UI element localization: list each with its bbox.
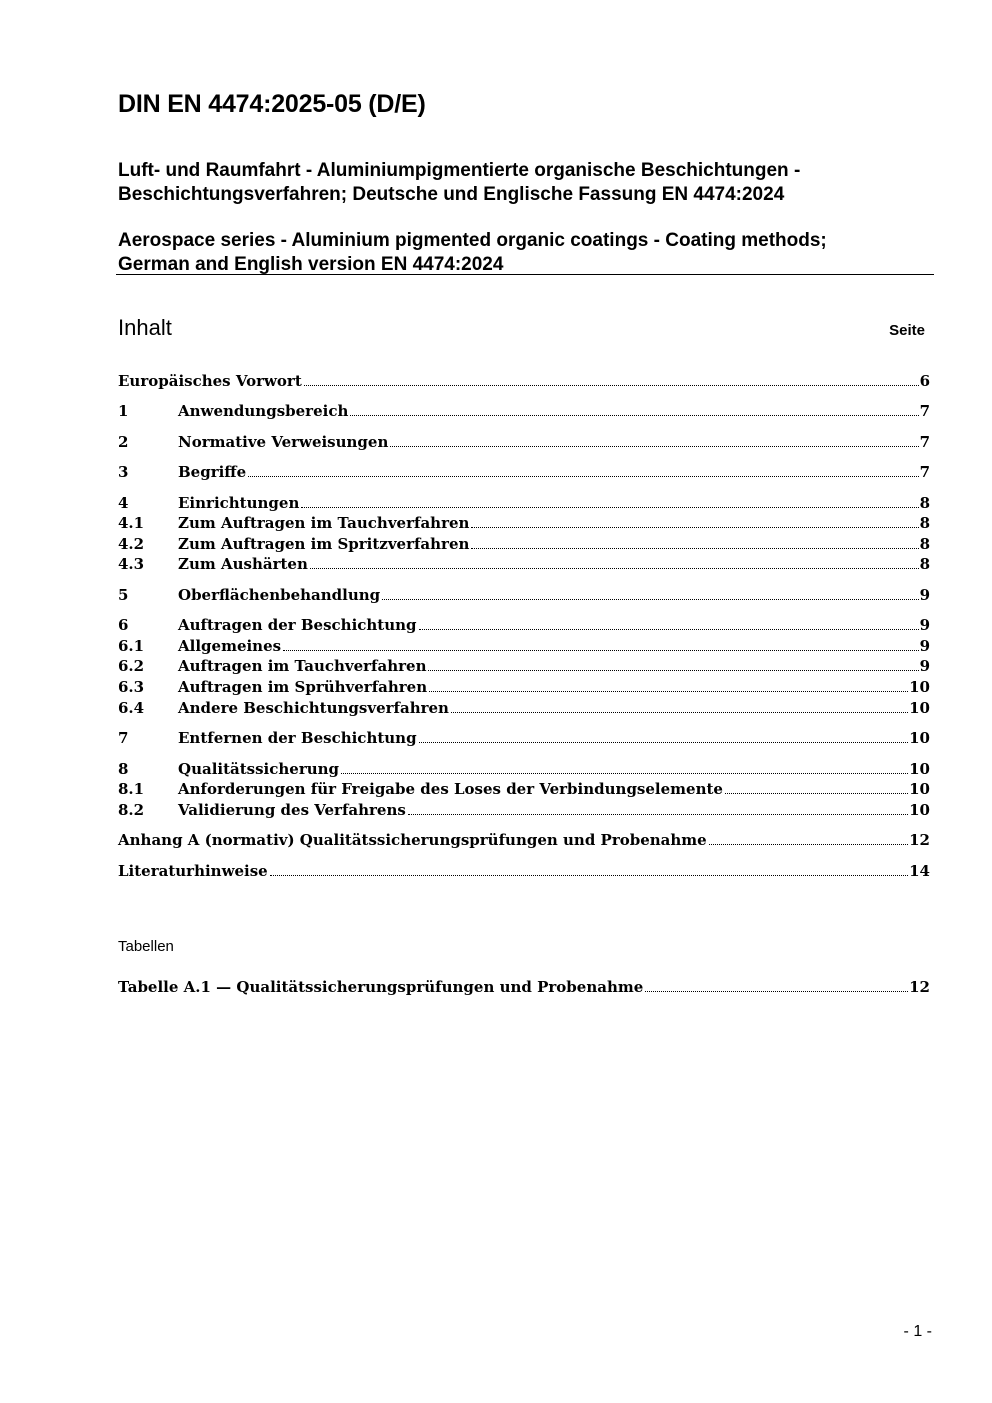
toc-entry[interactable] [118,401,930,421]
toc-entry[interactable] [118,800,930,820]
toc-entry-number: 6.2 [118,657,145,675]
tables-heading: Tabellen [118,938,174,955]
toc-entry-number: 4.3 [118,555,145,573]
toc-entry-page: 8 [919,494,930,512]
toc-entry-title: Normative Verweisungen [178,433,389,451]
toc-entry-title: Europäisches Vorwort [118,372,302,390]
toc-entry[interactable] [118,656,930,676]
toc-entry-number: 7 [118,729,129,747]
toc-dot-leader [408,814,908,815]
toc-entry-title: Zum Auftragen im Spritzverfahren [178,535,470,553]
toc-entry[interactable] [118,371,930,391]
toc-entry-number: 6.4 [118,699,145,717]
toc-entry-page: 6 [919,372,930,390]
toc-dot-leader [419,629,919,630]
toc-entry[interactable] [118,554,930,574]
toc-entry-number: 1 [118,402,129,420]
toc-dot-leader [471,527,918,528]
toc-entry[interactable] [118,432,930,452]
toc-entry[interactable] [118,830,930,850]
toc-entry[interactable] [118,698,930,718]
document-title: DIN EN 4474:2025-05 (D/E) [118,90,426,118]
toc-entry-page: 8 [919,514,930,532]
toc-dot-leader [248,476,918,477]
toc-entry-number: 3 [118,463,129,481]
toc-entry-title: Anhang A (normativ) Qualitätssicherungsprüfungen und Probenahme [118,831,707,849]
toc-entry-title: Literaturhinweise [118,862,268,880]
toc-entry-title: Zum Aushärten [178,555,308,573]
toc-entry-number: 6 [118,616,129,634]
title-german [118,159,800,207]
toc-entry[interactable] [118,615,930,635]
toc-entry-title: Qualitätssicherung [178,760,340,778]
toc-entry-page: 8 [919,535,930,553]
toc-entry-page: 12 [909,831,930,849]
title-english-line-2: German and English version EN 4474:2024 [118,254,504,275]
toc-entry[interactable] [118,636,930,656]
toc-entry-page: 10 [909,699,930,717]
toc-dot-leader [390,446,918,447]
toc-entry-title: Einrichtungen [178,494,300,512]
title-german-line-2: Beschichtungsverfahren; Deutsche und Englische Fassung EN 4474:2024 [118,184,785,205]
toc-entry-title: Validierung des Verfahrens [178,801,406,819]
table-list-dot-leader [645,991,908,992]
toc-heading: Inhalt [118,315,172,340]
toc-dot-leader [382,599,918,600]
toc-entry-number: 2 [118,433,129,451]
toc-entry[interactable] [118,585,930,605]
toc-entry-page: 10 [909,678,930,696]
toc-entry[interactable] [118,462,930,482]
title-english-line-1: Aerospace series - Aluminium pigmented organic coatings - Coating methods; [118,230,827,251]
toc-entry[interactable] [118,493,930,513]
toc-entry-title: Oberflächenbehandlung [178,586,381,604]
toc-entry-number: 8.2 [118,801,145,819]
table-list-entry-title: Tabelle A.1 — Qualitätssicherungsprüfungen und Probenahme [118,978,644,996]
toc-dot-leader [725,793,908,794]
title-english [118,229,827,277]
toc-entry-page: 9 [919,657,930,675]
toc-dot-leader [350,415,918,416]
toc-dot-leader [310,568,919,569]
toc-entry[interactable] [118,759,930,779]
toc-dot-leader [428,670,918,671]
toc-entry-title: Auftragen im Sprühverfahren [178,678,428,696]
toc-entry-page: 7 [919,433,930,451]
toc-entry-page: 8 [919,555,930,573]
toc-entry-number: 4 [118,494,129,512]
toc-entry-page: 7 [919,463,930,481]
toc-entry-title: Auftragen der Beschichtung [178,616,417,634]
toc-entry-page: 7 [919,402,930,420]
toc-entry-title: Zum Auftragen im Tauchverfahren [178,514,470,532]
toc-entry-number: 8 [118,760,129,778]
title-german-line-1: Luft- und Raumfahrt - Aluminiumpigmentierte organische Beschichtungen - [118,160,801,181]
toc-entry-title: Anwendungsbereich [178,402,349,420]
toc-dot-leader [341,773,908,774]
table-list-entry-page: 12 [909,978,930,996]
toc-entry-page: 9 [919,616,930,634]
toc-entry[interactable] [118,728,930,748]
toc-entry-title: Entfernen der Beschichtung [178,729,417,747]
toc-entry-title: Anforderungen für Freigabe des Loses der Verbindungselemente [178,780,723,798]
toc-entry-title: Begriffe [178,463,247,481]
table-list-entry[interactable] [118,977,930,997]
toc-entry[interactable] [118,534,930,554]
toc-dot-leader [270,875,908,876]
header-divider [116,274,934,275]
toc-entry-page: 14 [909,862,930,880]
toc-dot-leader [301,507,918,508]
toc-entry[interactable] [118,779,930,799]
toc-entry[interactable] [118,861,930,881]
toc-dot-leader [471,548,918,549]
toc-dot-leader [451,712,908,713]
page-number: - 1 - [903,1323,932,1340]
toc-entry-page: 9 [919,586,930,604]
toc-entry-number: 8.1 [118,780,145,798]
toc-entry-number: 6.3 [118,678,145,696]
toc-entry-number: 5 [118,586,129,604]
toc-entry[interactable] [118,513,930,533]
toc-dot-leader [709,844,908,845]
toc-entry-page: 9 [919,637,930,655]
toc-page-column-label: Seite [889,322,925,339]
toc-entry-number: 6.1 [118,637,145,655]
toc-entry-title: Andere Beschichtungsverfahren [178,699,449,717]
toc-entry-page: 10 [909,801,930,819]
toc-entry-number: 4.2 [118,535,145,553]
toc-entry-number: 4.1 [118,514,145,532]
toc-entry-page: 10 [909,729,930,747]
toc-entry-page: 10 [909,760,930,778]
toc-dot-leader [419,742,909,743]
toc-entry[interactable] [118,677,930,697]
toc-dot-leader [283,650,918,651]
toc-dot-leader [304,385,919,386]
toc-entry-title: Auftragen im Tauchverfahren [178,657,427,675]
toc-entry-page: 10 [909,780,930,798]
toc-entry-title: Allgemeines [178,637,282,655]
toc-dot-leader [429,691,908,692]
